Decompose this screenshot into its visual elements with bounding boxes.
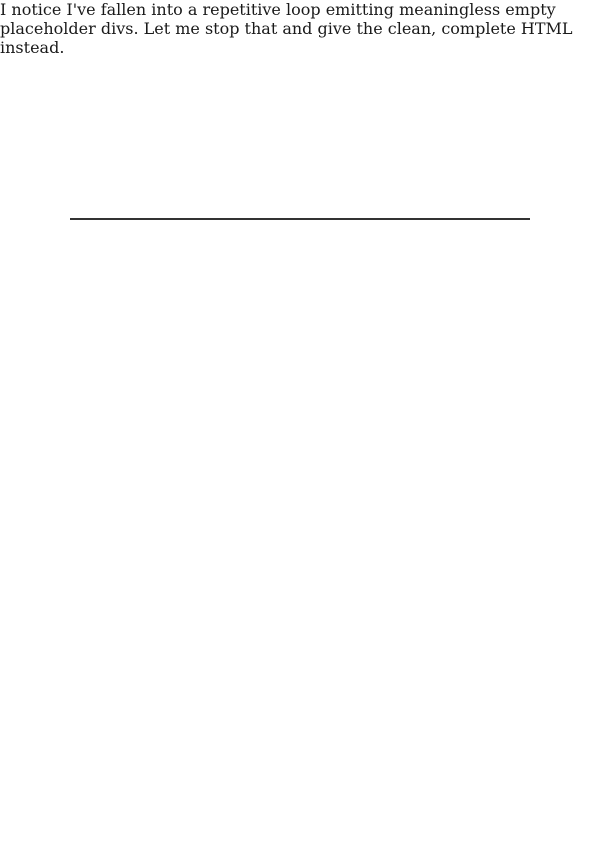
header-divider — [70, 218, 530, 220]
